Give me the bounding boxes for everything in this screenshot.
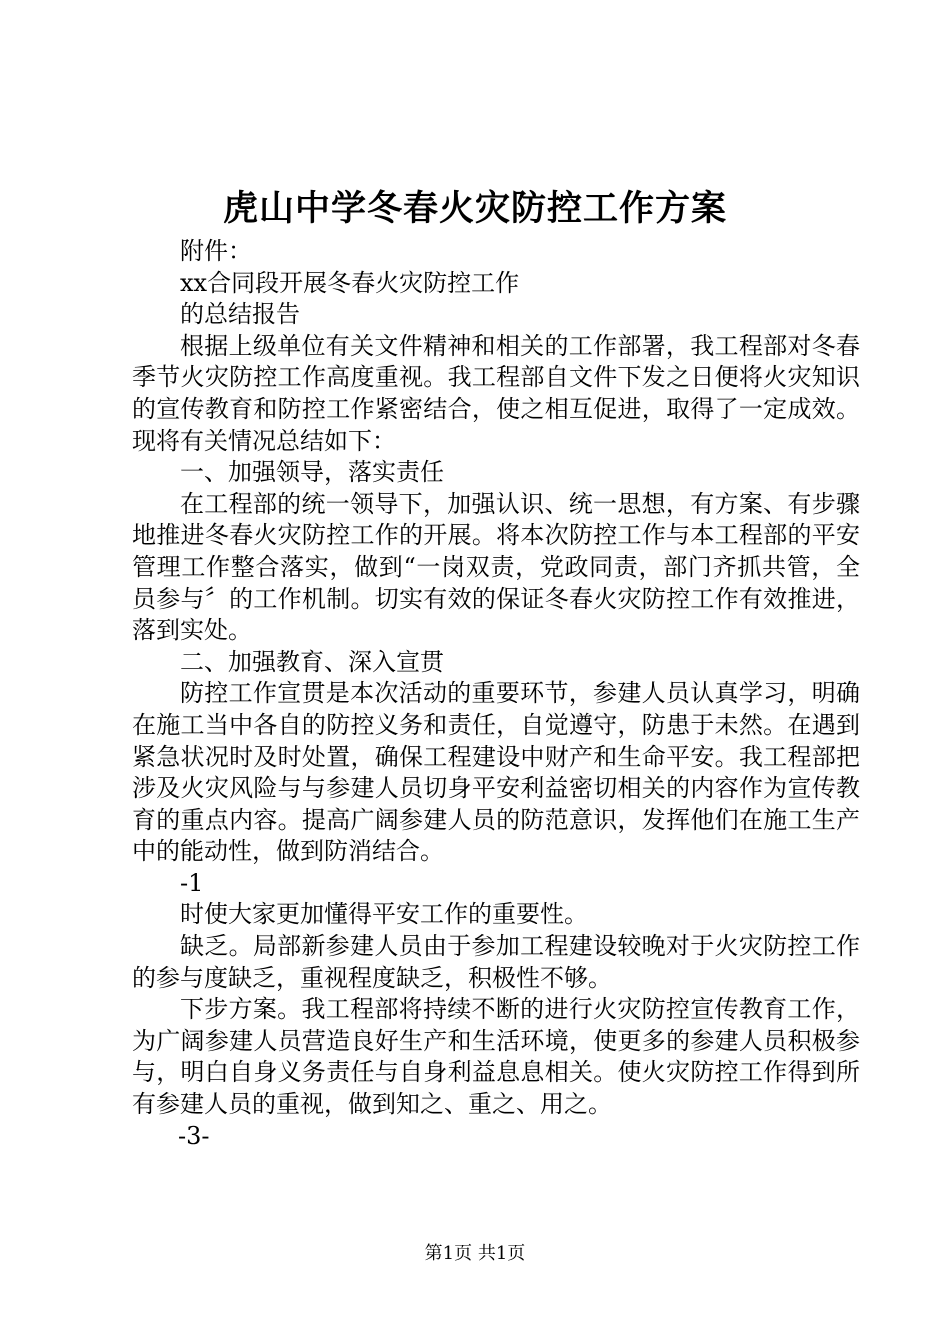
section-1-paragraph: 在工程部的统一领导下，加强认识、统一思想，有方案、有步骤地推进冬春火灾防控工作的开展。将本次防控工作与本工程部的平安管理工作整合落实，做到“一岗双责，党政同责，部门齐抓共管，全员参与〞的工作机制。切实有效的保证冬春火灾防控工作有效推进，落到实处。 xyxy=(132,489,860,645)
report-title-line-1: xx合同段开展冬春火灾防控工作 xyxy=(180,268,520,297)
page-marker: -1 xyxy=(180,868,204,897)
document-body xyxy=(132,236,860,1121)
inline-page-number: -3- xyxy=(178,1122,210,1150)
section-2-paragraph: 防控工作宣贯是本次活动的重要环节，参建人员认真学习，明确在施工当中各自的防控义务和责任，自觉遵守，防患于未然。在遇到紧急状况时及时处置，确保工程建设中财产和生命平安。我工程部把涉及火灾风险与与参建人员切身平安利益密切相关的内容作为宣传教育的重点内容。提高广阔参建人员的防范意识，发挥他们在施工生产中的能动性，做到防消结合。 xyxy=(132,679,860,866)
document-title: 虎山中学冬春火灾防控工作方案 xyxy=(222,188,727,229)
intro-paragraph: 根据上级单位有关文件精神和相关的工作部署，我工程部对冬春季节火灾防控工作高度重视。我工程部自文件下发之日便将火灾知识的宣传教育和防控工作紧密结合，使之相互促进，取得了一定成效。现将有关情况总结如下： xyxy=(132,331,860,455)
attachment-label: 附件： xyxy=(180,237,252,265)
section-heading-2: 二、加强教育、深入宣贯 xyxy=(180,647,444,676)
report-title-line-2: 的总结报告 xyxy=(180,300,300,329)
continuation-paragraph: 时使大家更加懂得平安工作的重要性。 xyxy=(180,900,588,929)
section-heading-1: 一、加强领导，落实责任 xyxy=(180,458,444,487)
page-footer: 第1页 共1页 xyxy=(424,1243,526,1264)
shortcoming-paragraph: 缺乏。局部新参建人员由于参加工程建设较晚对于火灾防控工作的参与度缺乏，重视程度缺乏，积极性不够。 xyxy=(132,932,860,992)
next-plan-paragraph: 下步方案。我工程部将持续不断的进行火灾防控宣传教育工作，为广阔参建人员营造良好生产和生活环境，使更多的参建人员积极参与，明白自身义务责任与自身利益息息相关。使火灾防控工作得到所有参建人员的重视，做到知之、重之、用之。 xyxy=(132,995,860,1119)
